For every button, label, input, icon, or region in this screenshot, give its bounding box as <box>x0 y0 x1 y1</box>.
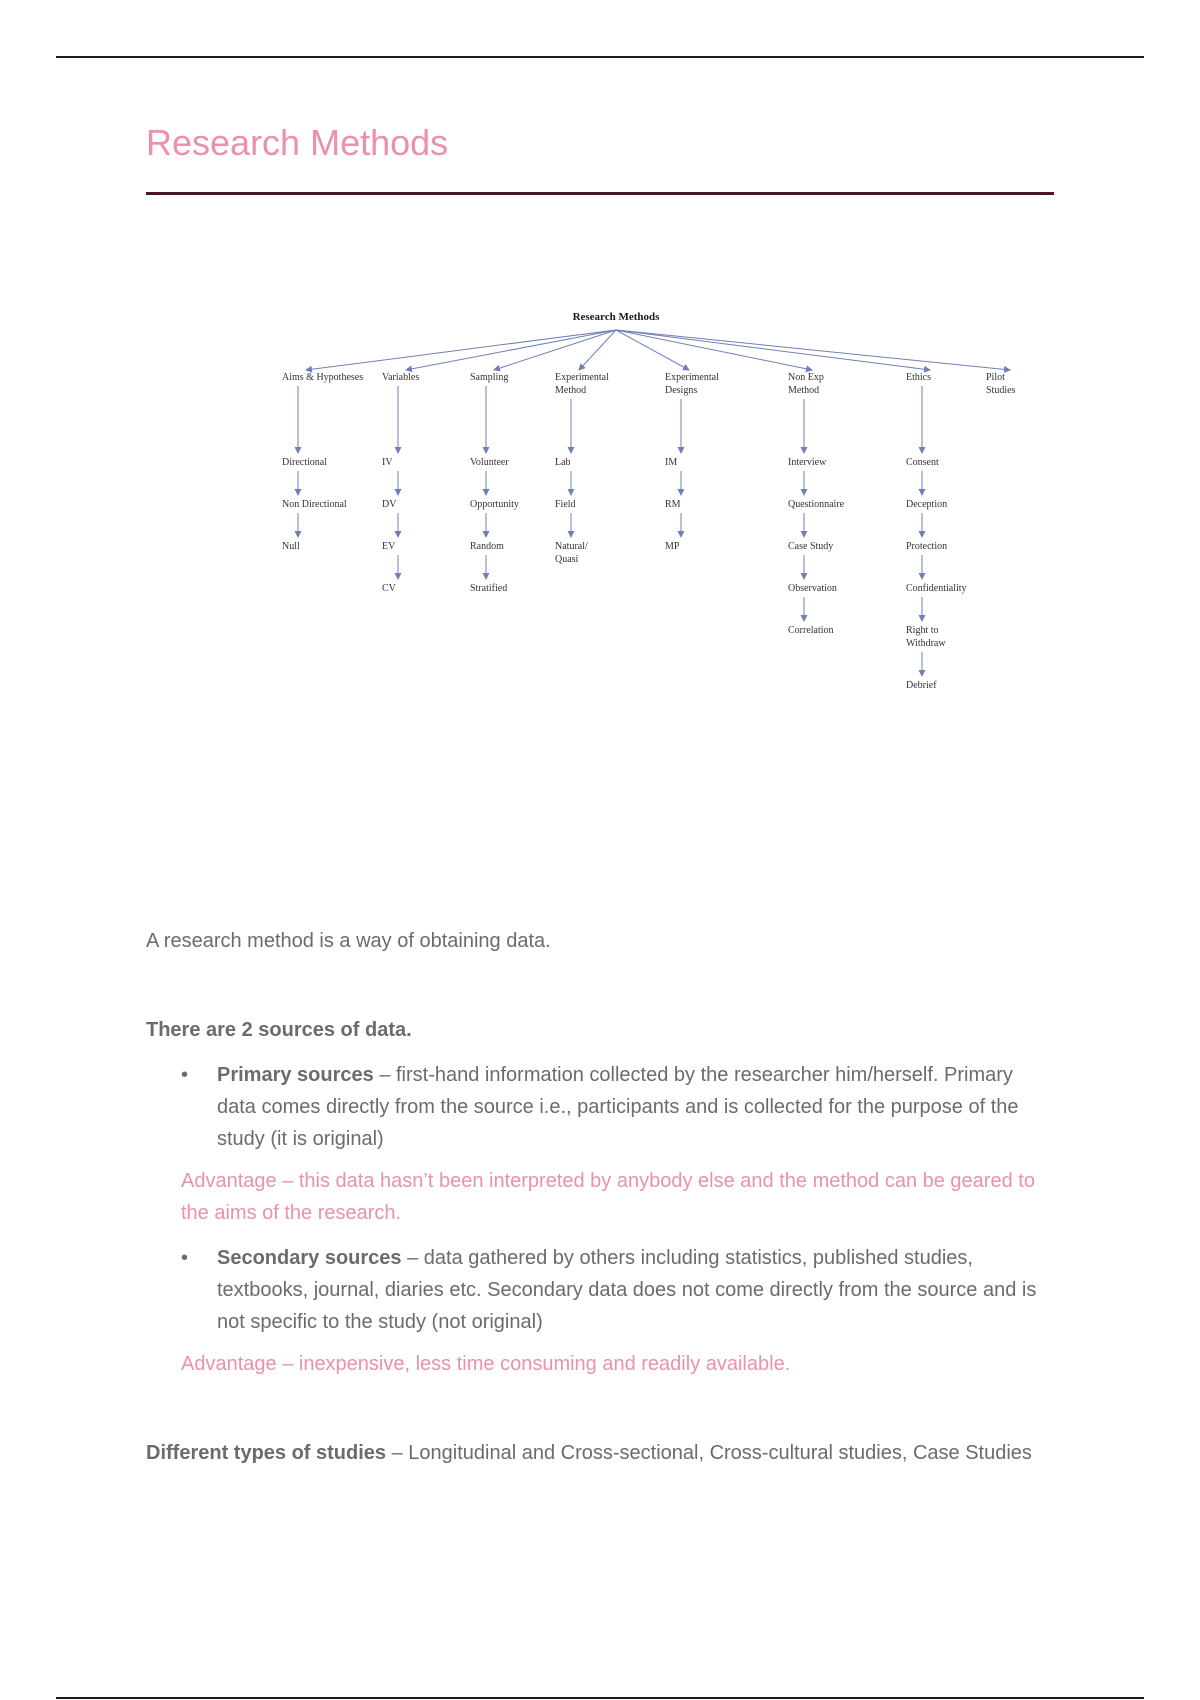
study-types-term: Different types of studies <box>146 1442 387 1464</box>
diagram-child-label-line: Volunteer <box>470 457 509 468</box>
diagram-branch-label-line: Non Exp <box>788 372 824 383</box>
diagram-child-label-line: IM <box>665 457 678 468</box>
diagram-branch-label <box>986 372 1016 396</box>
diagram-child-label-line: Observation <box>788 583 837 594</box>
diagram-branch-label-line: Ethics <box>906 372 931 383</box>
sources-heading: There are 2 sources of data. <box>146 1019 412 1041</box>
diagram-child-label-line: Protection <box>906 541 948 552</box>
diagram-child-label-line: RM <box>665 499 681 510</box>
diagram-child-label-line: Field <box>555 499 576 510</box>
diagram-child-label <box>470 457 509 468</box>
diagram-child-label <box>788 499 845 510</box>
diagram-branch-label-line: Pilot <box>986 372 1005 383</box>
diagram-branch-label-line: Studies <box>986 385 1016 396</box>
diagram-branch-label-line: Method <box>555 385 587 396</box>
diagram-child-label-line: Confidentiality <box>906 583 967 594</box>
diagram-child-label <box>282 457 327 468</box>
diagram-child-label-line: Lab <box>555 457 571 468</box>
diagram-child-label-line: Natural/ <box>555 541 588 552</box>
diagram-child-label <box>788 625 834 636</box>
diagram-child-label <box>382 499 397 510</box>
diagram-arrow <box>616 330 930 370</box>
diagram-child-label-line: Deception <box>906 499 948 510</box>
diagram-child-label <box>906 583 967 594</box>
diagram-child-label-line: Questionnaire <box>788 499 845 510</box>
diagram-child-label <box>906 541 947 552</box>
intro-paragraph: A research method is a way of obtaining data. <box>146 930 551 952</box>
list-item-primary-sources <box>217 1059 1057 1155</box>
diagram-child-label-line: Opportunity <box>470 499 519 510</box>
diagram-child-label <box>282 499 347 510</box>
diagram-child-label-line: Withdraw <box>906 638 946 649</box>
diagram-child-label <box>470 583 507 594</box>
primary-sources-term: Primary sources <box>217 1064 374 1086</box>
diagram-child-label <box>470 541 504 552</box>
study-types-text: – Longitudinal and Cross-sectional, Cross-cultural studies, Case Studies <box>386 1442 1032 1464</box>
diagram-child-label <box>906 625 946 649</box>
diagram-child-label-line: DV <box>382 499 397 510</box>
diagram-child-label <box>555 457 571 468</box>
diagram-branch-label-line: Experimental <box>555 372 609 383</box>
diagram-child-label <box>788 541 833 552</box>
diagram-branch-label <box>555 372 609 396</box>
diagram-child-label-line: Case Study <box>788 541 834 552</box>
primary-sources-text: – first-hand information collected by the researcher him/herself. Primary data comes directly from the source i.e., participants and is collected for the purpose of the study (it is original) <box>217 1064 1019 1150</box>
diagram-child-label <box>788 457 827 468</box>
diagram-arrow <box>306 330 616 370</box>
diagram-child-label-line: Consent <box>906 457 939 468</box>
diagram-branch-label <box>906 372 931 383</box>
diagram-child-label-line: Debrief <box>906 680 937 691</box>
diagram-child-label-line: Quasi <box>555 554 579 565</box>
diagram-child-label-line: Stratified <box>470 583 508 594</box>
primary-advantage: Advantage – this data hasn’t been interpreted by anybody else and the method can be geared to the aims of the research. <box>181 1170 1035 1224</box>
diagram-child-label-line: CV <box>382 583 396 594</box>
diagram-branch-label <box>470 372 508 383</box>
diagram-child-label-line: Null <box>282 541 300 552</box>
diagram-child-label <box>665 499 681 510</box>
diagram-child-label-line: Interview <box>788 457 827 468</box>
diagram-child-label <box>555 541 588 565</box>
diagram-child-label-line: Non Directional <box>282 499 347 510</box>
diagram-child-label <box>665 541 680 552</box>
diagram-root-label: Research Methods <box>572 311 660 323</box>
diagram-child-label <box>470 499 519 510</box>
diagram-branch-label <box>665 372 719 396</box>
diagram-child-label <box>555 499 576 510</box>
list-item-secondary-sources <box>217 1242 1057 1338</box>
diagram-child-label <box>382 583 397 594</box>
title-underline <box>146 192 1054 195</box>
secondary-advantage: Advantage – inexpensive, less time consuming and readily available. <box>181 1353 791 1375</box>
diagram-child-label-line: IV <box>382 457 393 468</box>
diagram-arrow <box>616 330 812 370</box>
diagram-branch-label-line: Method <box>788 385 820 396</box>
research-methods-diagram <box>0 290 1200 750</box>
page-bottom-rule <box>56 1697 1144 1699</box>
page-top-rule <box>56 56 1144 58</box>
diagram-child-label <box>906 499 947 510</box>
diagram-child-label-line: MP <box>665 541 680 552</box>
diagram-child-label <box>382 541 396 552</box>
diagram-child-label-line: Correlation <box>788 625 834 636</box>
diagram-branch-label <box>382 372 419 383</box>
diagram-child-label-line: EV <box>382 541 396 552</box>
diagram-child-label <box>906 680 937 691</box>
diagram-child-label <box>282 541 300 552</box>
diagram-child-label <box>382 457 393 468</box>
diagram-arrow <box>616 330 1010 370</box>
diagram-branch-label-line: Sampling <box>470 372 509 383</box>
diagram-child-label <box>788 583 837 594</box>
diagram-branch-label-line: Experimental <box>665 372 719 383</box>
diagram-child-label <box>906 457 939 468</box>
diagram-branch-label <box>788 372 824 396</box>
diagram-branch-label <box>282 372 363 383</box>
diagram-branch-label-line: Designs <box>665 385 698 396</box>
secondary-sources-text: – data gathered by others including statistics, published studies, textbooks, journal, diaries etc. Secondary data does not come directly from the source and is not specific to the study (not original) <box>217 1247 1037 1333</box>
diagram-child-label-line: Random <box>470 541 504 552</box>
study-types-paragraph <box>146 1437 1056 1469</box>
diagram-branch-label-line: Aims & Hypotheses <box>282 372 364 383</box>
page-title: Research Methods <box>146 122 449 163</box>
secondary-sources-term: Secondary sources <box>217 1247 402 1269</box>
diagram-child-label <box>665 457 677 468</box>
diagram-child-label-line: Right to <box>906 625 939 636</box>
diagram-branch-label-line: Variables <box>382 372 420 383</box>
diagram-child-label-line: Directional <box>282 457 327 468</box>
